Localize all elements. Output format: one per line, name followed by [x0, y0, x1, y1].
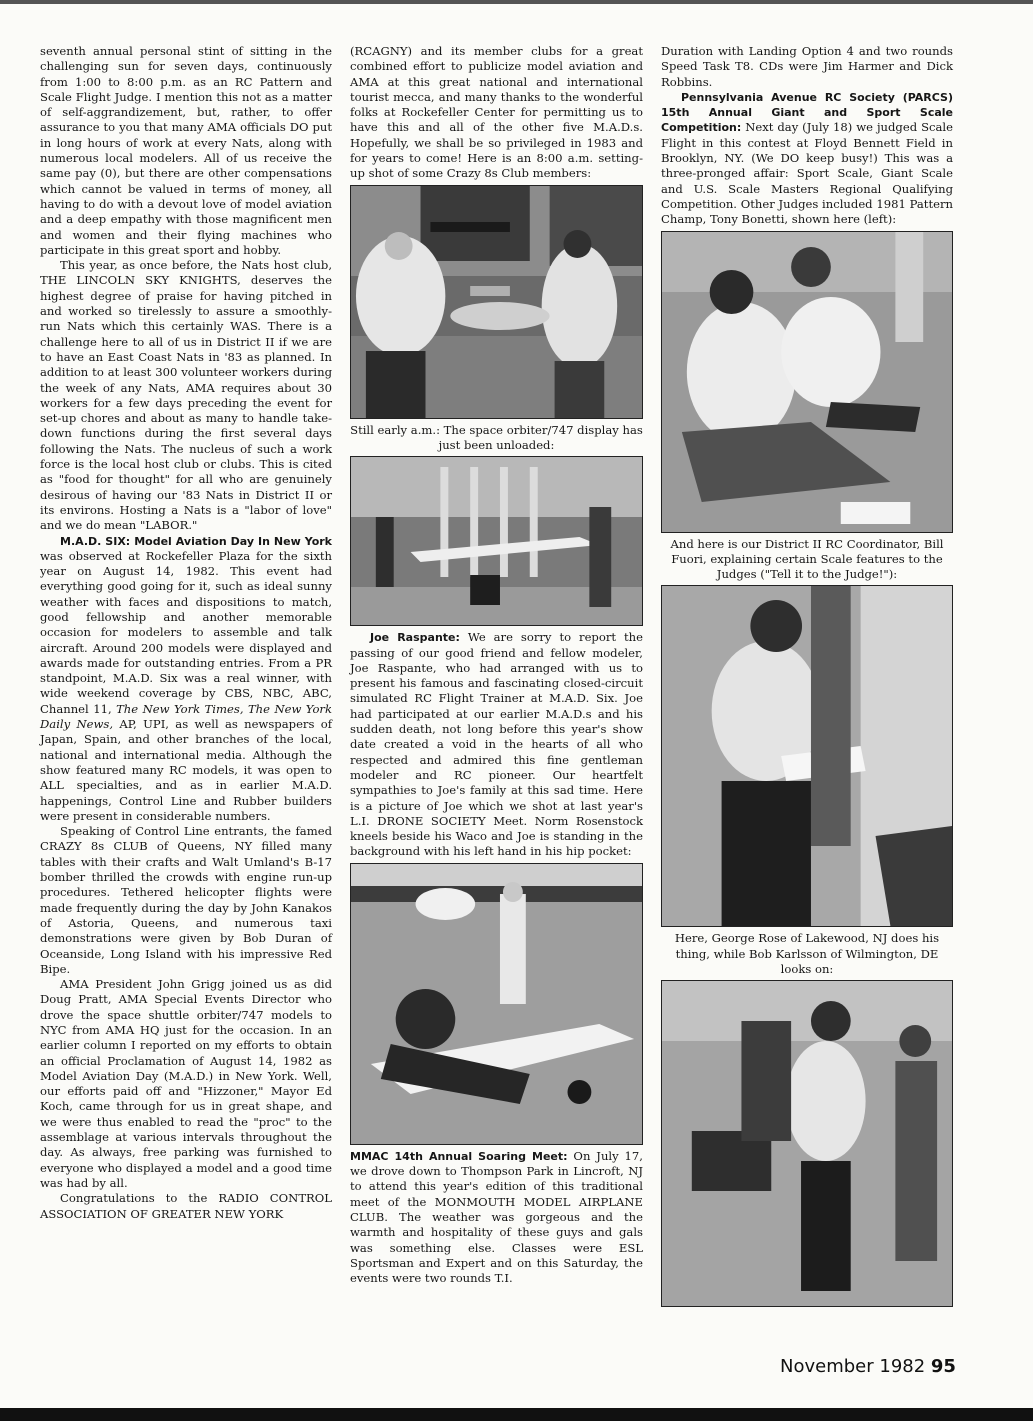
section-heading: Joe Raspante: — [370, 631, 460, 645]
scan-bottom-edge — [0, 1408, 1033, 1421]
paragraph: seventh annual personal stint of sitting in the challenging sun for seven days, continuously from 1:00 to 8:00 p.m. as an RC Pattern and Scale Flight Judge. I mention this not as a matter of self-aggrandizement, but, rather, to offer assurance to you that many AMA officials DO put in long hours of work at every Nats, along with numerous local modelers. All of us receive the same pay (0), but there are other compensations which cannot be valued in terms of money, all having to do with a devout love of model aviation and a deep empathy with those magnificent men and women and their flying machines who participate in this great sport and hobby. — [40, 44, 332, 257]
section-heading: M.A.D. SIX: Model Aviation Day In New York — [60, 534, 332, 548]
page-number: 95 — [930, 1356, 956, 1377]
paragraph: Joe Raspante: We are sorry to report the passing of our good friend and fellow modeler, Joe Raspante, who had arranged with us to present his famous and fascinating closed-circuit simulated RC Flight Trainer at M.A.D. Six. Joe had participated at our earlier M.A.D.s and his sudden death, not long before this year's show date created a void in the hearts of all who respected and admired this fine gentleman modeler and RC pioneer. Our heartfelt sympathies to Joe's family at this sad time. Here is a picture of Joe which we shot at last year's L.I. DRONE SOCIETY Meet. Norm Rosenstock kneels beside his Waco and Joe is standing in the background with his left hand in his hip pocket: — [350, 630, 643, 859]
paragraph: Pennsylvania Avenue RC Society (PARCS) 15th Annual Giant and Sport Scale Competition: Next day (July 18) we judged Scale Flight in this contest at Floyd Bennett Field in Brooklyn, NY. (We DO keep busy!) This was a three-pronged affair: Sport Scale, Giant Scale and U.S. Scale Masters Regional Qualifying Competition. Other Judges included 1981 Pattern Champ, Tony Bonetti, shown here (left): — [661, 90, 953, 227]
paragraph: Speaking of Control Line entrants, the famed CRAZY 8s CLUB of Queens, NY filled many tables with their crafts and Walt Umland's B-17 bomber thrilled the crowds with engine run-up procedures. Tethered helicopter flights were made frequently during the day by John Kanakos of Astoria, Queens, and numerous taxi demonstrations were given by Bob Duran of Oceanside, Long Island with his impressive Red Bipe. — [40, 824, 332, 976]
photo-caption: Here, George Rose of Lakewood, NJ does his thing, while Bob Karlsson of Wilmington, DE looks on: — [674, 931, 940, 977]
scan-top-edge — [0, 0, 1033, 4]
photo-bill-fuori-explaining — [661, 585, 953, 927]
column-2 — [350, 44, 643, 1286]
photo-judges-tony-bonetti — [661, 231, 953, 533]
photo-george-rose-bob-karlsson — [661, 980, 953, 1307]
page-folio — [780, 1356, 956, 1377]
paragraph: M.A.D. SIX: Model Aviation Day In New York was observed at Rockefeller Plaza for the sixth year on August 14, 1982. This event had everything good going for it, such as ideal sunny weather with faces and dispositions to match, good fellowship and another memorable occasion for modelers to assemble and talk aircraft. Around 200 models were displayed and awards made for outstanding entries. From a PR standpoint, M.A.D. Six was a real winner, with wide weekend coverage by CBS, NBC, ABC, Channel 11, The New York Times, The New York Daily News, AP, UPI, as well as newspapers of Japan, Spain, and other branches of the local, national and international media. Although the show featured many RC models, it was open to ALL specialties, and as in earlier M.A.D. happenings, Control Line and Rubber builders were present in considerable numbers. — [40, 534, 332, 823]
column-3 — [661, 44, 953, 1311]
photo-caption: Still early a.m.: The space orbiter/747 display has just been unloaded: — [350, 422, 643, 452]
photo-caption: And here is our District II RC Coordinator, Bill Fuori, explaining certain Scale features to the Judges ("Tell it to the Judge!"): — [670, 536, 944, 582]
paragraph: (RCAGNY) and its member clubs for a great combined effort to publicize model aviation and AMA at this great national and international tourist mecca, and many thanks to the wonderful folks at Rockefeller Center for permitting us to have this and all of the other five M.A.D.s. Hopefully, we shall be so privileged in 1983 and for years to come! Here is an 8:00 a.m. setting-up shot of some Crazy 8s Club members: — [350, 44, 643, 181]
photo-crazy-8s-setup — [350, 185, 643, 419]
paragraph: MMAC 14th Annual Soaring Meet: On July 17, we drove down to Thompson Park in Lincroft, NJ to attend this year's edition of this traditional meet of the MONMOUTH MODEL AIRPLANE CLUB. The weather was gorgeous and the warmth and hospitality of these guys and gals was something else. Classes were ESL Sportsman and Expert and on this Saturday, the events were two rounds T.I. — [350, 1148, 643, 1286]
paragraph: Congratulations to the RADIO CONTROL ASSOCIATION OF GREATER NEW YORK — [40, 1191, 332, 1221]
photo-joe-raspante-drone-meet — [350, 863, 643, 1145]
paragraph: This year, as once before, the Nats host club, THE LINCOLN SKY KNIGHTS, deserves the highest degree of praise for having pitched in and worked so tirelessly to assure a smoothly-run Nats which this certainly WAS. There is a challenge here to all of us in District II if we are to have an East Coast Nats in '83 as planned. In addition to at least 300 volunteer workers during the week of any Nats, AMA requires about 30 workers for a few days preceding the event for set-up chores and about as many to handle take-down functions during the first several days following the Nats. The nucleus of such a work force is the local host club or clubs. This is cited as "food for thought" for all who are genuinely desirous of having our '83 Nats in District II or its environs. Hosting a Nats is a "labor of love" and we do mean "LABOR." — [40, 258, 332, 533]
paragraph: AMA President John Grigg joined us as did Doug Pratt, AMA Special Events Director who drove the space shuttle orbiter/747 models to NYC from AMA HQ just for the occasion. In an earlier column I reported on my efforts to obtain an official Proclamation of August 14, 1982 as Model Aviation Day (M.A.D.) in New York. Well, our efforts paid off and "Hizzoner," Mayor Ed Koch, came through for us in great shape, and we were thus enabled to read the "proc" to the assemblage at various intervals throughout the day. As always, free parking was furnished to everyone who displayed a model and a good time was had by all. — [40, 977, 332, 1190]
section-heading: MMAC 14th Annual Soaring Meet: — [350, 1149, 568, 1163]
column-1 — [40, 44, 332, 1222]
photo-orbiter-747-display — [350, 456, 643, 626]
issue-date: November 1982 — [780, 1356, 926, 1377]
section-heading: Pennsylvania Avenue RC Society (PARCS) 15th Annual Giant and Sport Scale Competition: — [661, 90, 953, 135]
paragraph: Duration with Landing Option 4 and two rounds Speed Task T8. CDs were Jim Harmer and Dick Robbins. — [661, 44, 953, 89]
